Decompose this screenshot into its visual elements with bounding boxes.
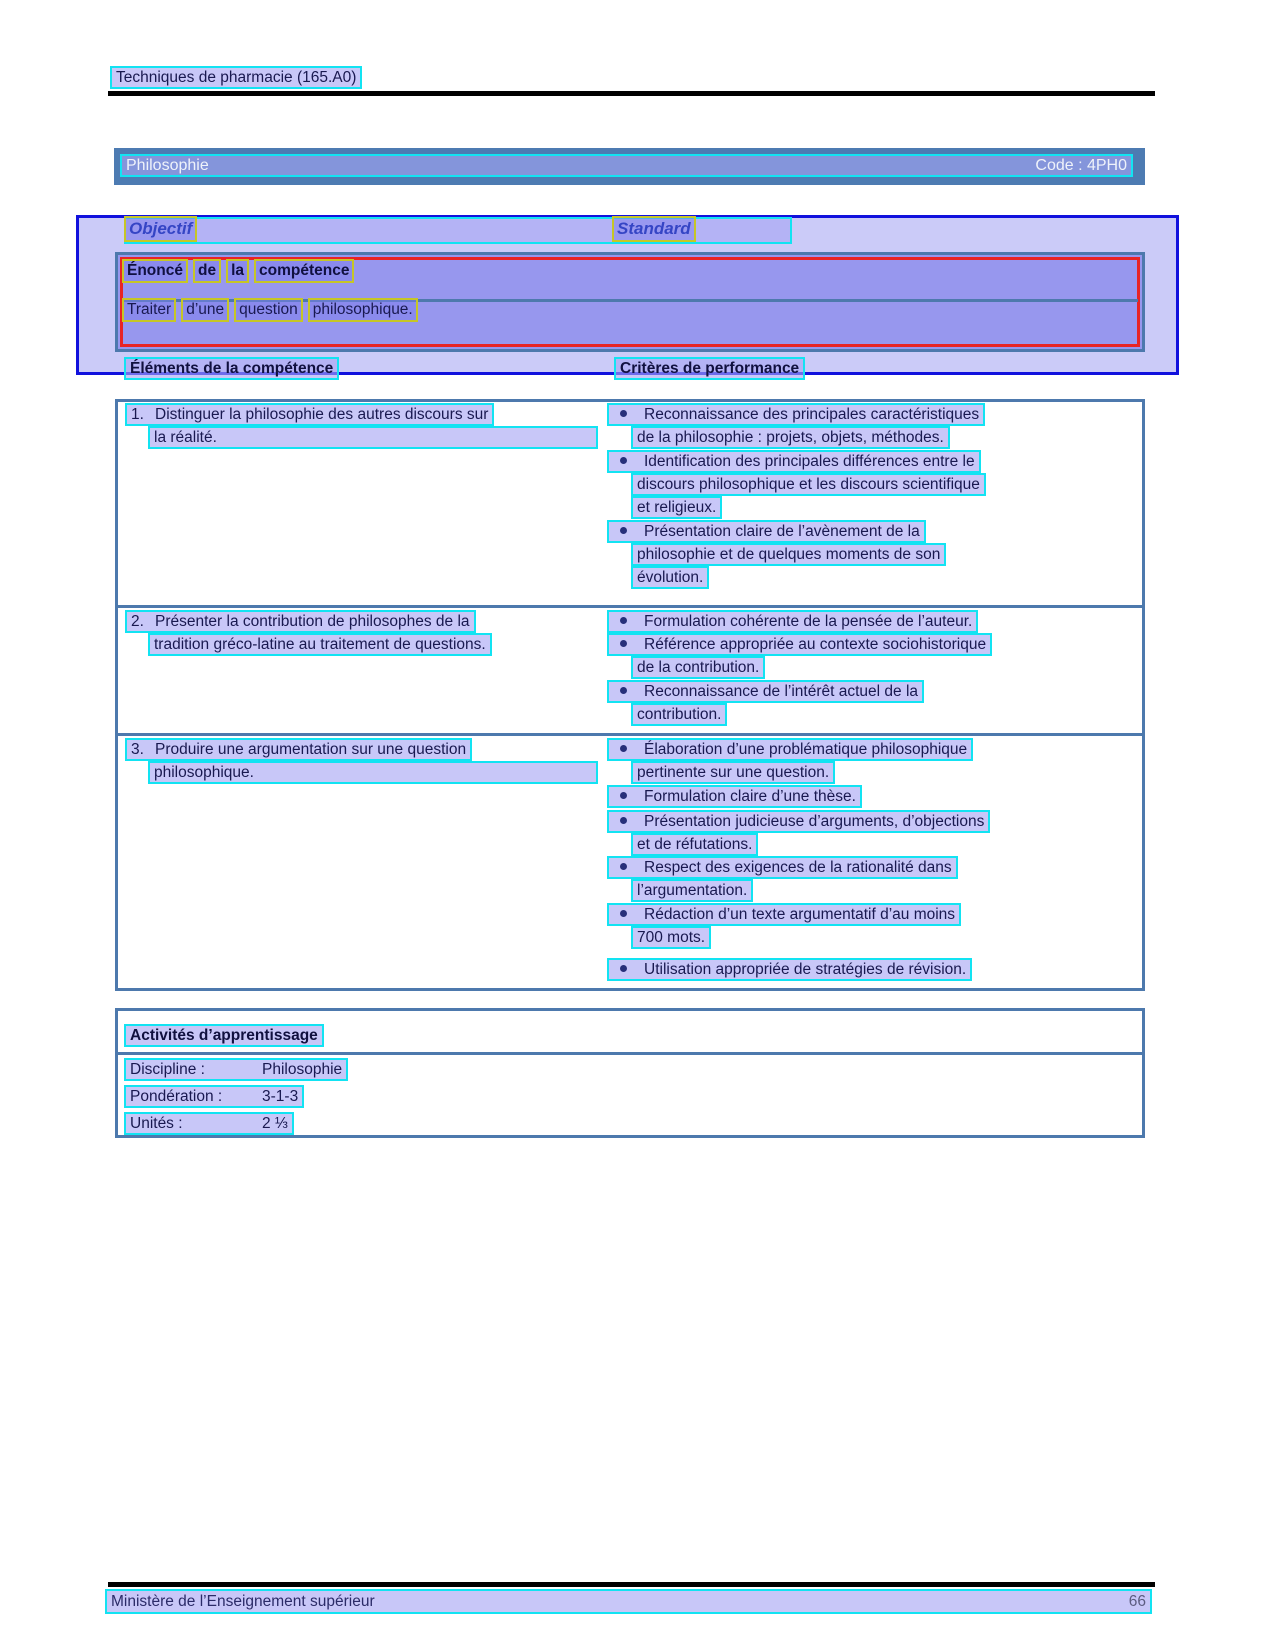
performance-criteria-line: Référence appropriée au contexte sociohistorique [607, 633, 992, 656]
activities-row [124, 1085, 304, 1108]
activities-value: 3-1-3 [262, 1088, 299, 1105]
performance-criteria-line: philosophie et de quelques moments de son [631, 543, 946, 566]
objective-standard-line [124, 217, 792, 244]
competence-element-line: philosophique. [148, 761, 598, 784]
footer-page-number: 66 [1128, 1593, 1146, 1610]
course-title-bar [114, 148, 1145, 185]
performance-criteria-line: Formulation cohérente de la pensée de l’auteur. [607, 610, 978, 633]
bullet-icon [620, 410, 627, 417]
enonce-statement-word: question [234, 298, 303, 322]
performance-criteria-line: pertinente sur une question. [631, 761, 835, 784]
activities-value: Philosophie [262, 1061, 343, 1078]
performance-criteria-line: et religieux. [631, 496, 722, 519]
footer-ministry: Ministère de l’Enseignement supérieur [111, 1593, 375, 1610]
activities-heading: Activités d’apprentissage [124, 1024, 324, 1047]
performance-criteria-line: Présentation judicieuse d’arguments, d’objections [607, 810, 990, 833]
activities-value: 2 ⅓ [262, 1115, 288, 1132]
column-header-criteres: Critères de performance [614, 357, 805, 380]
competence-element-line: la réalité. [148, 426, 598, 449]
performance-criteria-line: discours philosophique et les discours scientifique [631, 473, 986, 496]
performance-criteria-line: Formulation claire d’une thèse. [607, 785, 862, 808]
performance-criteria-line: Reconnaissance des principales caractéristiques [607, 403, 985, 426]
activities-label: Discipline : [130, 1061, 205, 1078]
performance-criteria-line: et de réfutations. [631, 833, 758, 856]
enonce-heading-word: de [193, 259, 221, 283]
performance-criteria-line: 700 mots. [631, 926, 711, 949]
bullet-icon [620, 910, 627, 917]
enonce-statement-row [122, 298, 418, 322]
activities-row [124, 1058, 348, 1081]
activities-divider [118, 1052, 1142, 1055]
competence-element-line: 2. Présenter la contribution de philosophes de la [125, 610, 476, 633]
bullet-icon [620, 965, 627, 972]
row-divider [118, 733, 1142, 736]
objective-heading: Objectif [124, 216, 197, 242]
competence-element-line: 1. Distinguer la philosophie des autres discours sur [125, 403, 494, 426]
performance-criteria-line: Identification des principales différences entre le [607, 450, 981, 473]
activities-label: Pondération : [130, 1088, 223, 1105]
bullet-icon [620, 792, 627, 799]
enonce-heading-word: Énoncé [122, 259, 188, 283]
bullet-icon [620, 863, 627, 870]
enonce-heading-word: compétence [254, 259, 354, 283]
performance-criteria-line: l’argumentation. [631, 879, 753, 902]
bullet-icon [620, 640, 627, 647]
course-title: Philosophie [126, 157, 209, 174]
performance-criteria-line: Élaboration d’une problématique philosophique [607, 738, 973, 761]
enonce-statement-word: philosophique. [308, 298, 418, 322]
enonce-heading-word: la [226, 259, 249, 283]
performance-criteria-line: Reconnaissance de l’intérêt actuel de la [607, 680, 924, 703]
footer-bar [105, 1589, 1152, 1614]
performance-criteria-line: de la contribution. [631, 656, 765, 679]
activities-label: Unités : [130, 1115, 183, 1132]
bullet-icon [620, 745, 627, 752]
bullet-icon [620, 817, 627, 824]
competence-element-line: 3. Produire une argumentation sur une question [125, 738, 472, 761]
enonce-heading-row [122, 259, 354, 283]
running-header: Techniques de pharmacie (165.A0) [110, 66, 362, 89]
enonce-statement-word: d’une [181, 298, 229, 322]
performance-criteria-line: contribution. [631, 703, 727, 726]
course-code: Code : 4PH0 [1035, 157, 1127, 174]
enonce-statement-word: Traiter [122, 298, 176, 322]
item-number: 1. [131, 406, 144, 423]
competence-element-line: tradition gréco-latine au traitement de questions. [148, 633, 492, 656]
activities-row [124, 1112, 294, 1135]
bullet-icon [620, 687, 627, 694]
performance-criteria-line: Respect des exigences de la rationalité dans [607, 856, 958, 879]
column-header-elements: Éléments de la compétence [124, 357, 339, 380]
row-divider [118, 605, 1142, 608]
bullet-icon [620, 457, 627, 464]
performance-criteria-line: évolution. [631, 566, 709, 589]
performance-criteria-line: Rédaction d’un texte argumentatif d’au moins [607, 903, 961, 926]
header-rule [108, 91, 1155, 96]
performance-criteria-line: Utilisation appropriée de stratégies de révision. [607, 958, 972, 981]
bullet-icon [620, 617, 627, 624]
bullet-icon [620, 527, 627, 534]
item-number: 3. [131, 741, 144, 758]
footer-rule [108, 1582, 1155, 1587]
performance-criteria-line: de la philosophie : projets, objets, méthodes. [631, 426, 950, 449]
item-number: 2. [131, 613, 144, 630]
performance-criteria-line: Présentation claire de l’avènement de la [607, 520, 926, 543]
standard-heading: Standard [612, 216, 696, 242]
